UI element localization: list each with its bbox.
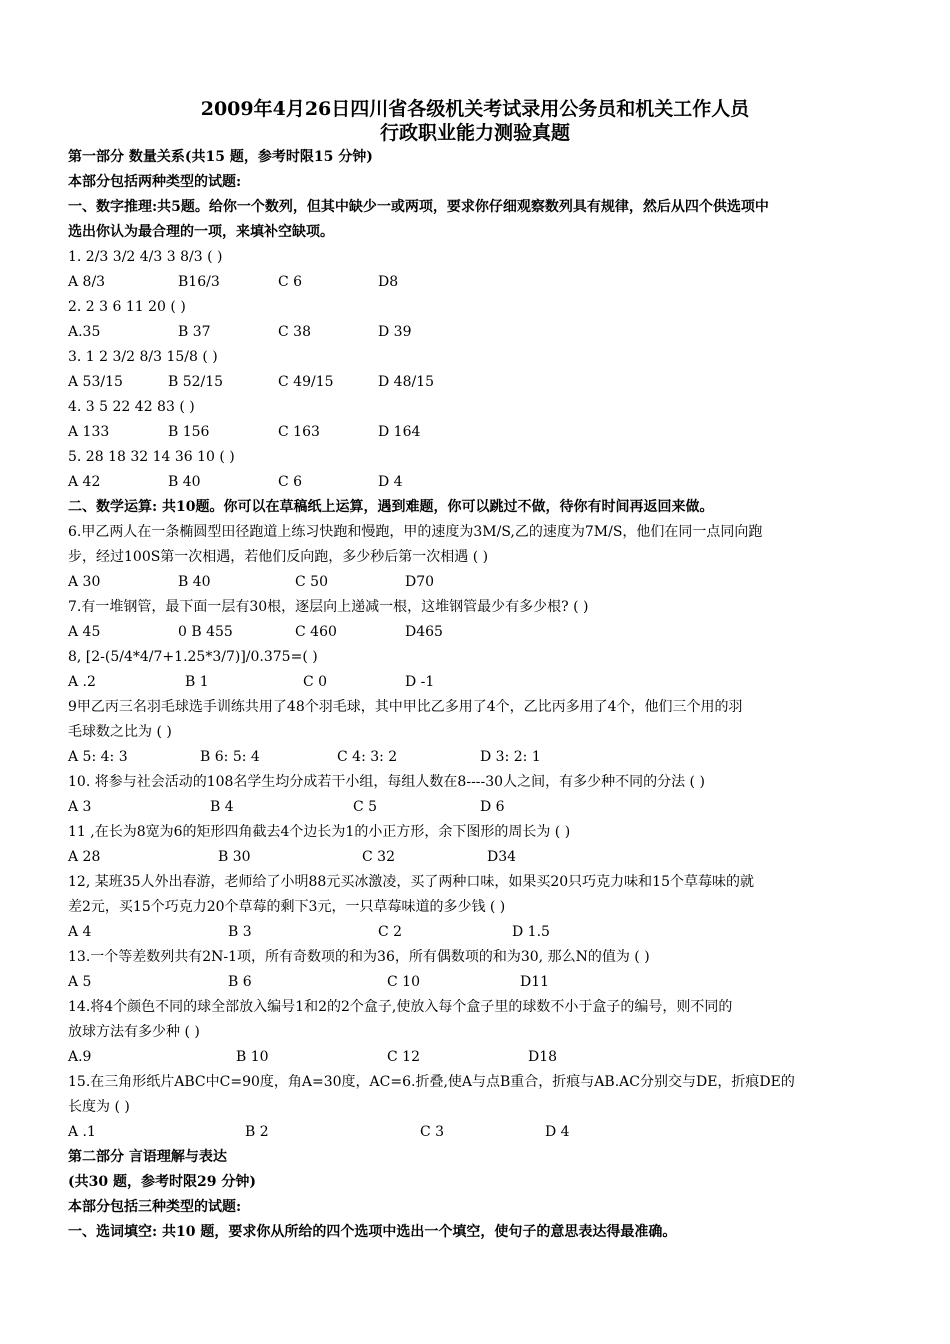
question-4-option-b: B 156 <box>168 424 210 440</box>
question-12-stem-line2: 差2元，买15个巧克力20个草莓的剩下3元，一只草莓味道的多少钱 ( ) <box>68 899 506 915</box>
question-2-option-c: C 38 <box>278 324 311 340</box>
question-13-option-d: D11 <box>520 974 550 990</box>
question-3-option-c: C 49/15 <box>278 374 334 390</box>
question-2-option-b: B 37 <box>178 324 211 340</box>
question-9-stem-line1: 9甲乙丙三名羽毛球选手训练共用了48个羽毛球，其中甲比乙多用了4个，乙比丙多用了4个，他们三个用的羽 <box>68 699 743 715</box>
question-6-option-d: D70 <box>405 574 435 590</box>
question-13-option-c: C 10 <box>387 974 420 990</box>
question-13-option-a: A 5 <box>68 974 92 990</box>
question-5-option-c: C 6 <box>278 474 303 490</box>
question-12-option-c: C 2 <box>378 924 403 940</box>
section1-instruction-b: 选出你认为最合理的一项，来填补空缺项。 <box>68 224 334 240</box>
question-15-option-d: D 4 <box>545 1124 570 1140</box>
question-1-option-a: A 8/3 <box>68 274 106 290</box>
document-title-line1: 2009年4月26日四川省各级机关考试录用公务员和机关工作人员 <box>200 98 750 120</box>
question-3-option-d: D 48/15 <box>378 374 435 390</box>
question-5-stem: 5. 28 18 32 14 36 10 ( ) <box>68 449 235 465</box>
question-2-stem: 2. 2 3 6 11 20 ( ) <box>68 299 186 315</box>
question-12-option-b: B 3 <box>228 924 252 940</box>
question-9-option-b: B 6: 5: 4 <box>200 749 260 765</box>
question-8-option-b: B 1 <box>185 674 209 690</box>
section2-instruction: 二、数学运算: 共10题。你可以在草稿纸上运算，遇到难题，你可以跳过不做，待你有时间再返回来做。 <box>68 499 714 515</box>
question-6-option-a: A 30 <box>68 574 101 590</box>
question-9-option-c: C 4: 3: 2 <box>337 749 398 765</box>
question-11-option-d: D34 <box>487 849 517 865</box>
question-8-option-c: C 0 <box>303 674 328 690</box>
question-10-stem: 10. 将参与社会活动的108名学生均分成若干小组，每组人数在8----30人之间，有多少种不同的分法 ( ) <box>68 774 705 790</box>
question-9-option-a: A 5: 4: 3 <box>68 749 128 765</box>
question-15-option-a: A .1 <box>68 1124 96 1140</box>
question-5-option-b: B 40 <box>168 474 201 490</box>
question-10-option-b: B 4 <box>210 799 234 815</box>
question-7-option-a: A 45 <box>68 624 101 640</box>
part1-heading: 第一部分 数量关系(共15 题，参考时限15 分钟) <box>68 149 373 165</box>
question-14-stem-line2: 放球方法有多少种 ( ) <box>68 1024 200 1040</box>
part2-intro: 本部分包括三种类型的试题: <box>68 1199 242 1215</box>
question-7-option-c: C 460 <box>295 624 337 640</box>
question-9-stem-line2: 毛球数之比为 ( ) <box>68 724 172 740</box>
question-6-option-c: C 50 <box>295 574 328 590</box>
part2-subheading: (共30 题，参考时限29 分钟) <box>68 1174 256 1190</box>
question-8-option-d: D -1 <box>405 674 435 690</box>
question-4-option-c: C 163 <box>278 424 320 440</box>
question-10-option-d: D 6 <box>480 799 505 815</box>
question-10-option-a: A 3 <box>68 799 92 815</box>
question-7-option-b: 0 B 455 <box>178 624 233 640</box>
question-1-stem: 1. 2/3 3/2 4/3 3 8/3 ( ) <box>68 249 223 265</box>
question-5-option-d: D 4 <box>378 474 403 490</box>
question-2-option-d: D 39 <box>378 324 412 340</box>
part2-section1-instruction: 一、选词填空: 共10 题，要求你从所给的四个选项中选出一个填空，使句子的意思表达得最准确。 <box>68 1224 677 1240</box>
question-1-option-d: D8 <box>378 274 399 290</box>
question-14-option-b: B 10 <box>236 1049 269 1065</box>
question-7-stem: 7.有一堆钢管，最下面一层有30根，逐层向上递减一根，这堆钢管最少有多少根? ( ) <box>68 599 589 615</box>
question-12-option-a: A 4 <box>68 924 92 940</box>
question-3-stem: 3. 1 2 3/2 8/3 15/8 ( ) <box>68 349 218 365</box>
question-3-option-b: B 52/15 <box>168 374 224 390</box>
question-11-option-a: A 28 <box>68 849 101 865</box>
question-5-option-a: A 42 <box>68 474 101 490</box>
question-2-option-a: A.35 <box>68 324 101 340</box>
question-4-stem: 4. 3 5 22 42 83 ( ) <box>68 399 195 415</box>
question-6-stem-line1: 6.甲乙两人在一条椭圆型田径跑道上练习快跑和慢跑，甲的速度为3M/S,乙的速度为7M/S，他们在同一点同向跑 <box>68 524 763 540</box>
question-8-option-a: A .2 <box>68 674 96 690</box>
question-6-stem-line2: 步，经过100S第一次相遇，若他们反向跑，多少秒后第一次相遇 ( ) <box>68 549 489 565</box>
part1-intro: 本部分包括两种类型的试题: <box>68 174 242 190</box>
document-title-line2: 行政职业能力测验真题 <box>379 122 570 144</box>
section1-instruction-a: 一、数字推理:共5题。给你一个数列，但其中缺少一或两项，要求你仔细观察数列具有规律，然后从四个供选项中 <box>68 199 769 215</box>
question-14-stem-line1: 14.将4个颜色不同的球全部放入编号1和2的2个盒子,使放入每个盒子里的球数不小于盒子的编号，则不同的 <box>68 999 733 1015</box>
question-4-option-d: D 164 <box>378 424 421 440</box>
question-6-option-b: B 40 <box>178 574 211 590</box>
question-13-option-b: B 6 <box>228 974 252 990</box>
question-1-option-b: B16/3 <box>178 274 220 290</box>
question-14-option-c: C 12 <box>387 1049 420 1065</box>
question-7-option-d: D465 <box>405 624 443 640</box>
question-9-option-d: D 3: 2: 1 <box>480 749 541 765</box>
question-12-stem-line1: 12, 某班35人外出春游，老师给了小明88元买冰激凌，买了两种口味，如果买20只巧克力味和15个草莓味的就 <box>68 874 754 890</box>
question-15-option-c: C 3 <box>420 1124 445 1140</box>
question-11-stem: 11 ,在长为8宽为6的矩形四角截去4个边长为1的小正方形，余下图形的周长为 ( ) <box>68 824 571 840</box>
part2-heading: 第二部分 言语理解与表达 <box>68 1149 227 1165</box>
question-11-option-b: B 30 <box>218 849 251 865</box>
question-8-stem: 8, [2-(5/4*4/7+1.25*3/7)]/0.375=( ) <box>68 649 318 665</box>
question-15-stem-line1: 15.在三角形纸片ABC中C=90度，角A=30度，AC=6.折叠,使A与点B重合，折痕与AB.AC分别交与DE，折痕DE的 <box>68 1074 795 1090</box>
question-1-option-c: C 6 <box>278 274 303 290</box>
question-10-option-c: C 5 <box>353 799 378 815</box>
question-3-option-a: A 53/15 <box>68 374 123 390</box>
question-14-option-a: A.9 <box>68 1049 92 1065</box>
question-13-stem: 13.一个等差数列共有2N-1项，所有奇数项的和为36，所有偶数项的和为30, 那么N的值为 ( ) <box>68 949 650 965</box>
question-15-stem-line2: 长度为 ( ) <box>68 1099 130 1115</box>
question-4-option-a: A 133 <box>68 424 110 440</box>
question-12-option-d: D 1.5 <box>512 924 550 940</box>
question-11-option-c: C 32 <box>362 849 395 865</box>
question-15-option-b: B 2 <box>245 1124 269 1140</box>
question-14-option-d: D18 <box>528 1049 558 1065</box>
